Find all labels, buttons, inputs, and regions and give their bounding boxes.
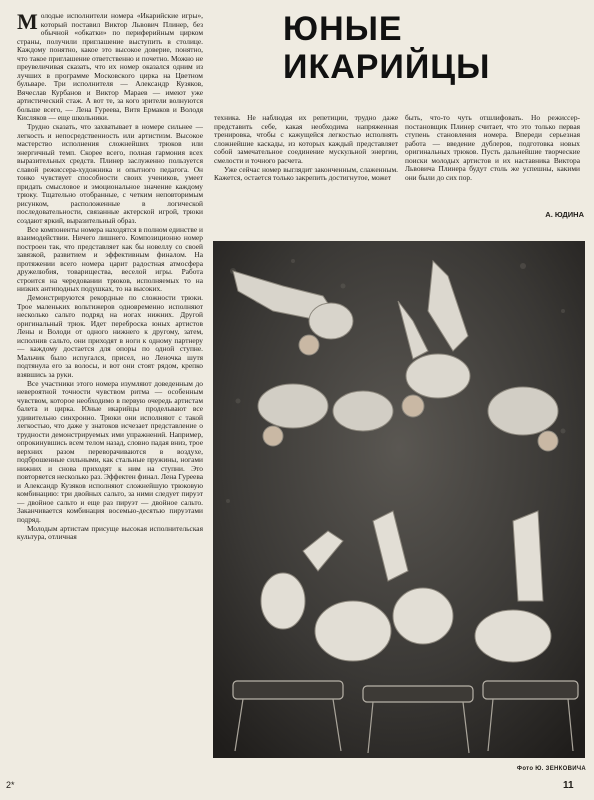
article-title bbox=[283, 10, 583, 86]
paragraph: Молодым артистам присуще высокая исполнительская культура, отличная bbox=[17, 523, 203, 541]
title-line-2: ИКАРИЙЦЫ bbox=[283, 48, 491, 86]
paragraph: Демонстрируются рекордные по сложности трюки. Трое маленьких вольтижеров одновременно исполняют несколько сальто подряд на ногах нижних. Другой оригинальный трюк. Идет переброска юных артистов Лены и Володи от одного нижнего к другому, затем, исполнив сальто, они приходят в ноги к одному партнеру — каждому достается для опоры по одной ступне. Мальчик было испугался, присел, но Леночка шутя подтянула его за волосы, и вот они стоят рядом, крепко взявшись за руки. bbox=[17, 293, 203, 379]
title-line-1: ЮНЫЕ bbox=[283, 10, 403, 48]
paragraph: техника. Не наблюдая их репетиции, трудно даже представить себе, какая необходима напряженная тренировка, чтобы с кажущейся легкостью исполнять сложнейшие каскады, из которых каждый представляет собой замечательное соединение мускульной энергии, смелости и точного расчета. bbox=[214, 113, 398, 165]
page-number: 11 bbox=[563, 780, 574, 791]
paragraph: Все компоненты номера находятся в полном единстве и взаимодействии. Ничего лишнего. Композиционно номер построен так, что представляет как бы новеллу со своей завязкой, развитием и эффективным финалом. На протяжении всего номера царит радостная атмосфера дружелюбия, товарищества, веселой игры. Работа строится на чередовании трюков, исполняемых то на низких антиподных подушках, то на высоких. bbox=[17, 224, 203, 293]
paragraph: Уже сейчас номер выглядит законченным, слаженным. Кажется, остается только закрепить достигнутое, может bbox=[214, 164, 398, 182]
article-column-2 bbox=[214, 114, 398, 183]
paragraph: Трудно сказать, что захватывает в номере сильнее — легкость и непосредственность или артистизм. Высокое мастерство исполнения сложнейших трюков или энергичный темп. Скорее всего, полная гармония всех выразительных средств. Плинер заслуженно пользуется славой режиссера-художника и опытного педагога. Он тонко чувствует способности своих учеников, умеет придать смысловое и эмоциональное значение каждому трюку. Тщательно отобранные, с четким неповторимым рисунком, расположенные в логической последовательности, связанные актерской игрой, трюки создают яркий, выразительный образ. bbox=[17, 122, 203, 225]
signature-mark: 2* bbox=[6, 780, 15, 790]
paragraph: быть, что-то чуть отшлифовать. Но режиссер-постановщик Плинер считает, что это только первая ступень становления номера. Впереди серьезная работа — введение дублеров, подготовка новых оригинальных трюков. Пусть дальнейшие творческие поиски молодых артистов и их наставника Виктора Львовича Плинера будут столь же успешны, какими они были до сих пор. bbox=[405, 113, 580, 182]
article-column-3 bbox=[405, 114, 580, 183]
acrobats-photo bbox=[213, 241, 585, 758]
drop-cap: М bbox=[17, 12, 38, 34]
author-byline: А. ЮДИНА bbox=[545, 210, 584, 219]
photo-credit: Фото Ю. ЗЕНКОВИЧА bbox=[516, 766, 586, 772]
article-column-1 bbox=[17, 12, 203, 784]
paragraph: Все участники этого номера изумляют доведенным до невероятной точности чувством ритма — особенным чувством, которое необходимо в первую очередь артистам балета и цирка. Юные икарийцы продельвают все удивительно синхронно. Трюки они исполняют с такой легкостью, что даже у знатоков исчезает представление о трудности демонстрируемых ими упражнений. Например, опрокинувшись всем телом назад, словно падая вниз, трое верхних разом переворачиваются в воздухе, подброшенные сильными, как стальные пружины, ногами нижних и снова приходят к ним на ступни. Это повторяется несколько раз. Эффектен финал. Лена Гуреева и Александр Кузяков исполняют сложнейшую трюковую комбинацию: три двойных сальто, за ними следует пируэт — двойное сальто и еще раз пируэт — двойное сальто. Заканчивается комбинация восемью-десятью пируэтами подряд. bbox=[17, 378, 203, 524]
paragraph: Молодые исполнители номера «Икарийские игры», который поставил Виктор Львович Плинер, без обычной «обкатки» по периферийным цирком страны, получили приглашение выступить в столице. Каждому понятно, какое это высокое доверие, понятно, что такое приглашение ответственно и почетно. Можно не преувеличивая сказать, что их номер оказался одним из лучших в программе Московского цирка на Цветном бульваре. Три исполнителя — Александр Кузяков, Вячеслав Курбанов и Виктор Мараев — имеют уже артистический стаж. А вот те, за кого зрители волнуются больше всего, — Лена Гуреева, Витя Ермаков и Володя Кисляков — еще школьники. bbox=[17, 12, 203, 122]
